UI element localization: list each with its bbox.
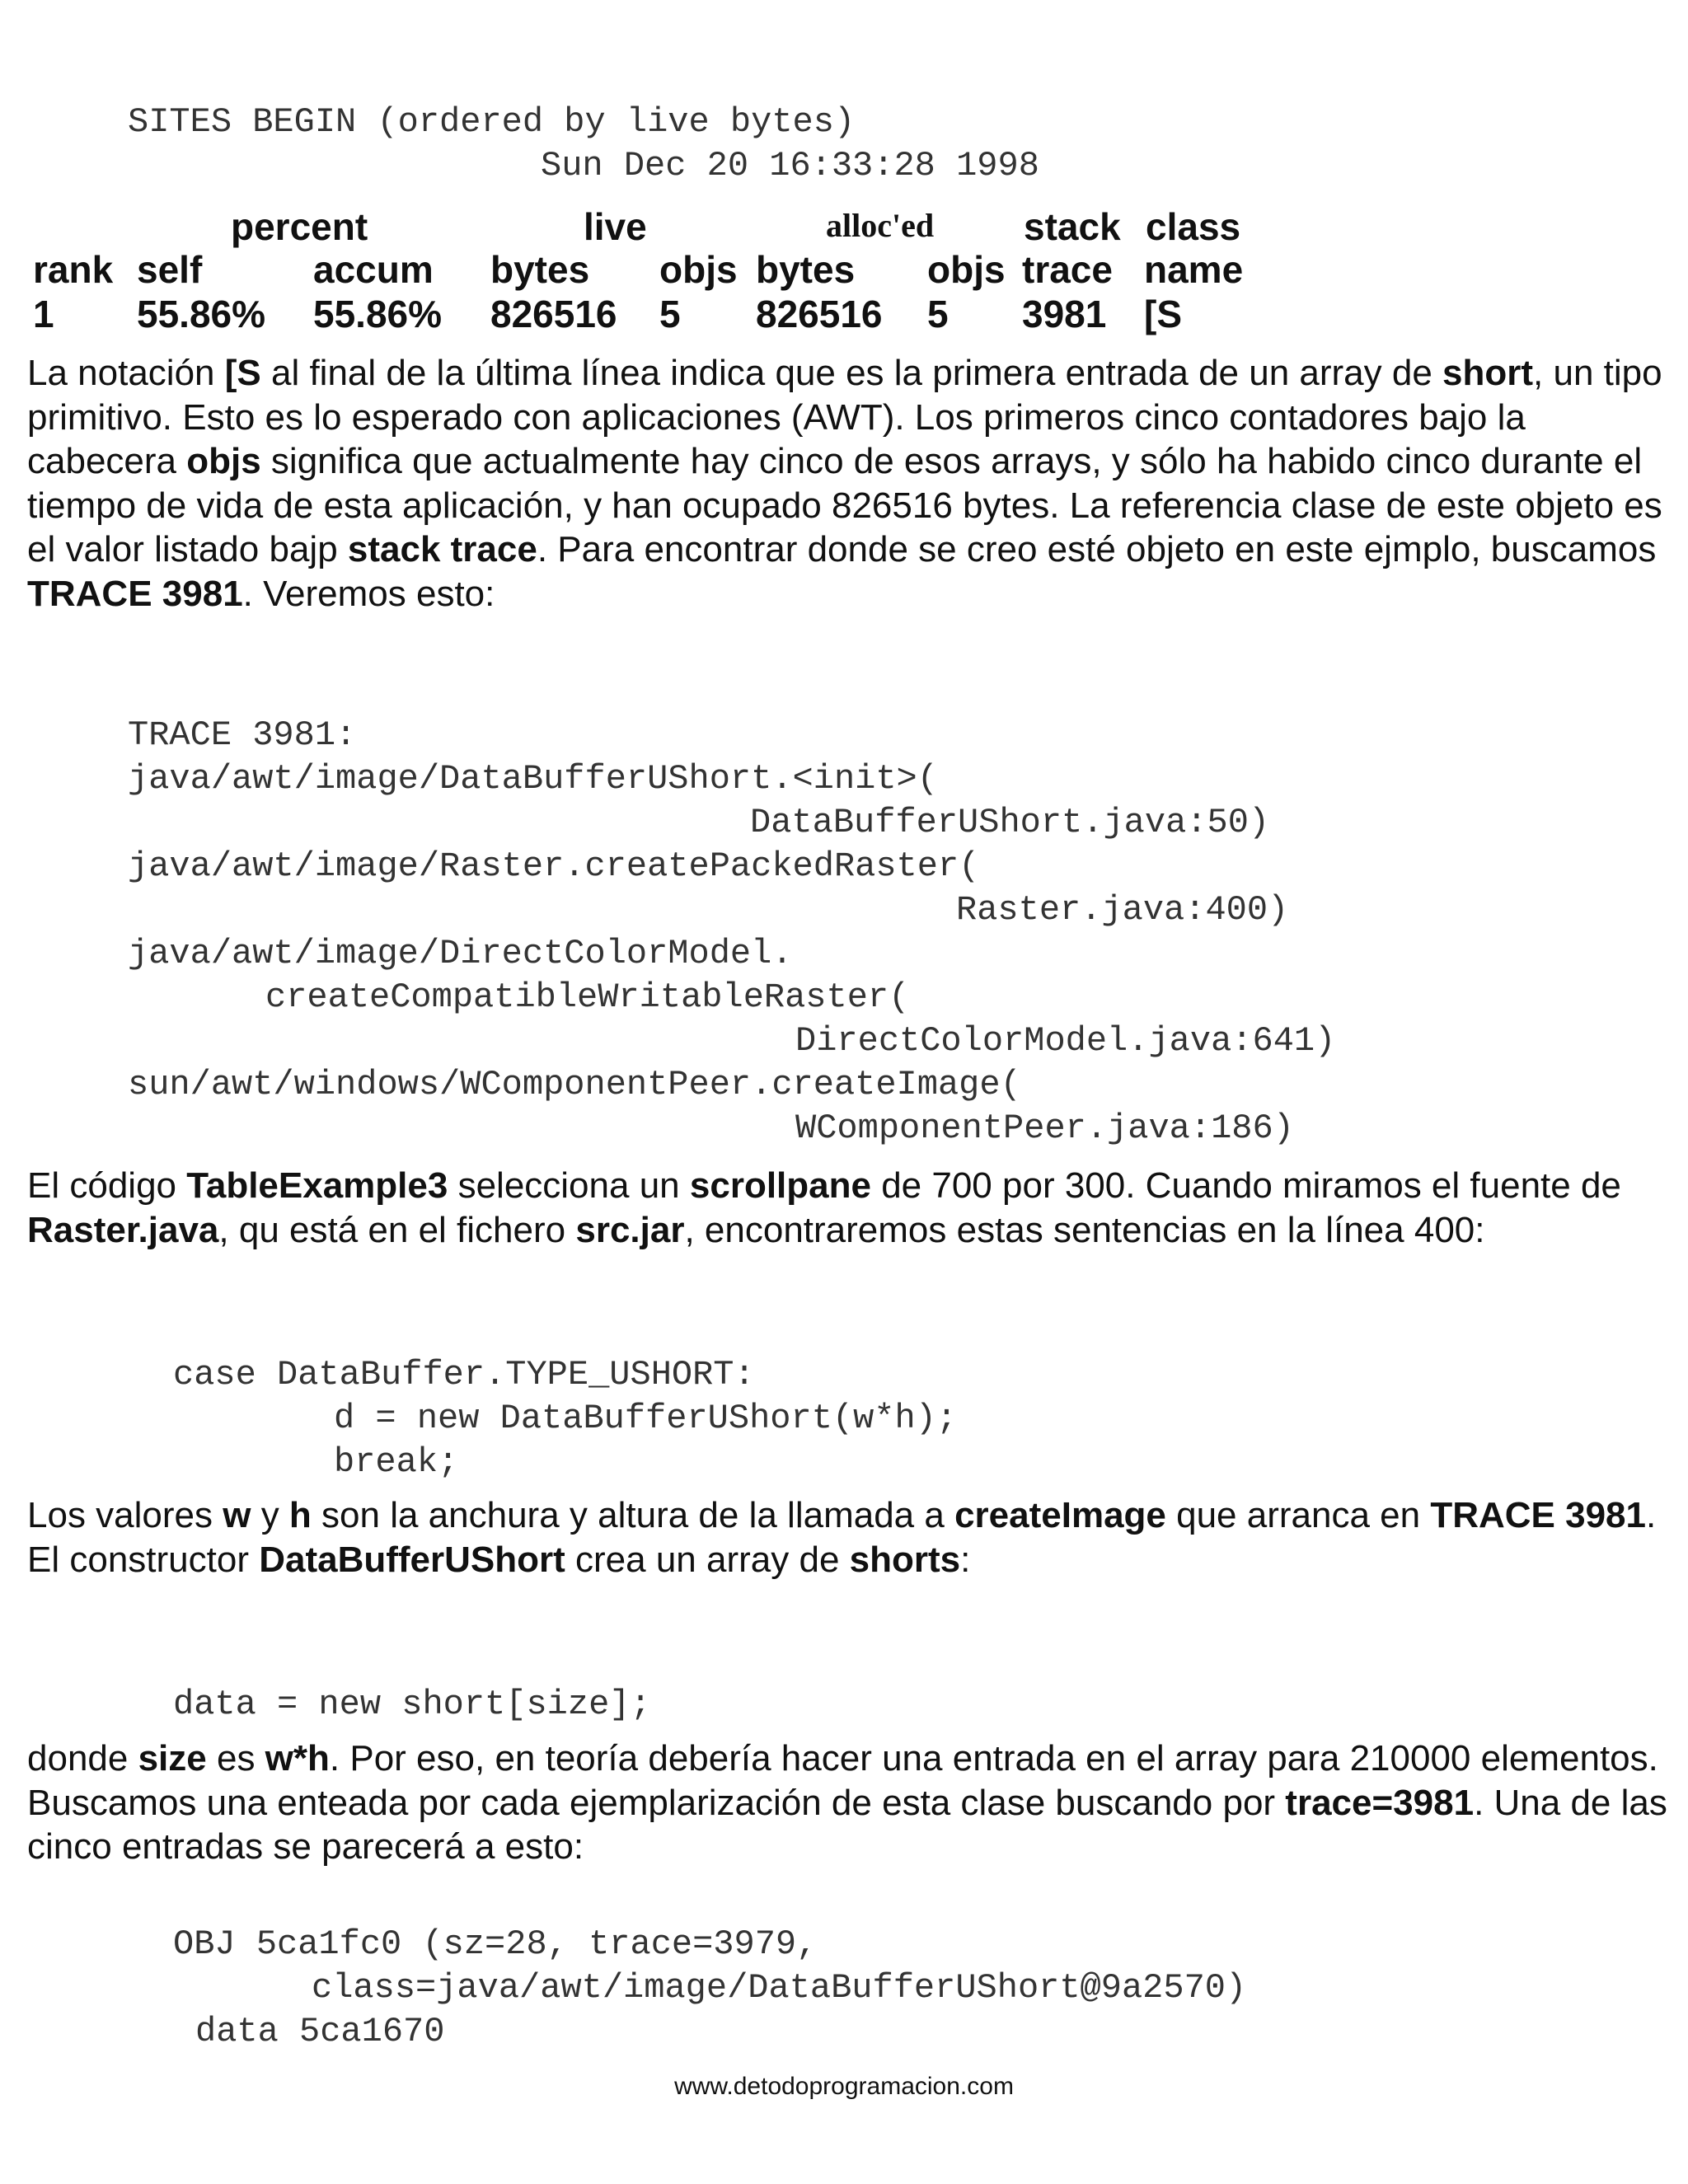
- paragraph-size: donde size es w*h. Por eso, en teoría debería hacer una entrada en el array para 210000 elementos. Buscamos una enteada por cada ejemplarización de esta clase buscando por trace=3981. Una de las cinco entradas se parecerá a esto:: [27, 1738, 1667, 1867]
- code-line: data 5ca1670: [195, 2012, 445, 2051]
- header-live: live: [584, 205, 647, 248]
- column-stack-trace: trace: [1022, 248, 1113, 291]
- row-class-name: [S: [1144, 293, 1182, 335]
- column-rank: rank: [33, 248, 114, 291]
- code-line: java/awt/image/DirectColorModel.: [128, 934, 793, 973]
- code-line: d = new DataBufferUShort(w*h);: [334, 1399, 958, 1438]
- header-alloced: alloc'ed: [826, 207, 935, 244]
- column-accum: accum: [313, 248, 434, 291]
- column-alloc-objs: objs: [927, 248, 1006, 291]
- row-rank: 1: [33, 293, 54, 335]
- header-class: class: [1146, 205, 1241, 248]
- code-line: java/awt/image/DataBufferUShort.<init>(: [128, 759, 938, 799]
- row-self: 55.86%: [137, 293, 266, 335]
- code-line: WComponentPeer.java:186): [795, 1108, 1294, 1148]
- column-self: self: [137, 248, 203, 291]
- sites-header-title: SITES BEGIN (ordered by live bytes): [128, 102, 856, 142]
- code-line: java/awt/image/Raster.createPackedRaster(: [128, 846, 980, 886]
- column-live-bytes: bytes: [490, 248, 590, 291]
- paragraph-values: Los valores w y h son la anchura y altura de la llamada a createImage que arranca en TRACE 3981. El constructor DataBufferUShort crea un array de shorts:: [27, 1495, 1657, 1580]
- header-percent: percent: [231, 205, 368, 248]
- row-accum: 55.86%: [313, 293, 443, 335]
- row-alloc-objs: 5: [927, 293, 949, 335]
- footer-website-link[interactable]: www.detodoprogramacion.com: [674, 2073, 1014, 2100]
- code-line: sun/awt/windows/WComponentPeer.createImage(: [128, 1065, 1021, 1104]
- row-live-objs: 5: [659, 293, 681, 335]
- code-line: DataBufferUShort.java:50): [750, 803, 1270, 842]
- column-live-objs: objs: [659, 248, 738, 291]
- code-line: class=java/awt/image/DataBufferUShort@9a2570): [312, 1968, 1247, 2008]
- paragraph-notation: La notación [S al final de la última línea indica que es la primera entrada de un array de short, un tipo primitivo. Esto es lo esperado con aplicaciones (AWT). Los primeros cinco contadores bajo la cabecera objs significa que actualmente hay cinco de esos arrays, y sólo ha habido cinco durante el tiempo de vida de esta aplicación, y han ocupado 826516 bytes. La referencia clase de este objeto es el valor listado bajp stack trace. Para encontrar donde se creo esté objeto en este ejmplo, buscamos TRACE 3981. Veremos esto:: [27, 353, 1662, 614]
- code-line: createCompatibleWritableRaster(: [265, 977, 910, 1017]
- code-line: DirectColorModel.java:641): [795, 1021, 1336, 1061]
- code-line: case DataBuffer.TYPE_USHORT:: [173, 1355, 755, 1394]
- data-code-line: data = new short[size];: [173, 1685, 651, 1724]
- paragraph-tableexample: El código TableExample3 selecciona un scrollpane de 700 por 300. Cuando miramos el fuente de Raster.java, qu está en el fichero src.jar, encontraremos estas sentencias en la línea 400:: [27, 1165, 1621, 1250]
- column-class-name: name: [1144, 248, 1244, 291]
- code-line: Raster.java:400): [956, 890, 1289, 930]
- row-alloc-bytes: 826516: [756, 293, 883, 335]
- sites-header-date: Sun Dec 20 16:33:28 1998: [541, 146, 1039, 185]
- code-line: OBJ 5ca1fc0 (sz=28, trace=3979,: [173, 1924, 818, 1964]
- column-alloc-bytes: bytes: [756, 248, 856, 291]
- row-live-bytes: 826516: [490, 293, 617, 335]
- code-line: TRACE 3981:: [128, 715, 357, 755]
- row-stack-trace: 3981: [1022, 293, 1107, 335]
- header-stack: stack: [1024, 205, 1121, 248]
- code-line: break;: [334, 1442, 459, 1482]
